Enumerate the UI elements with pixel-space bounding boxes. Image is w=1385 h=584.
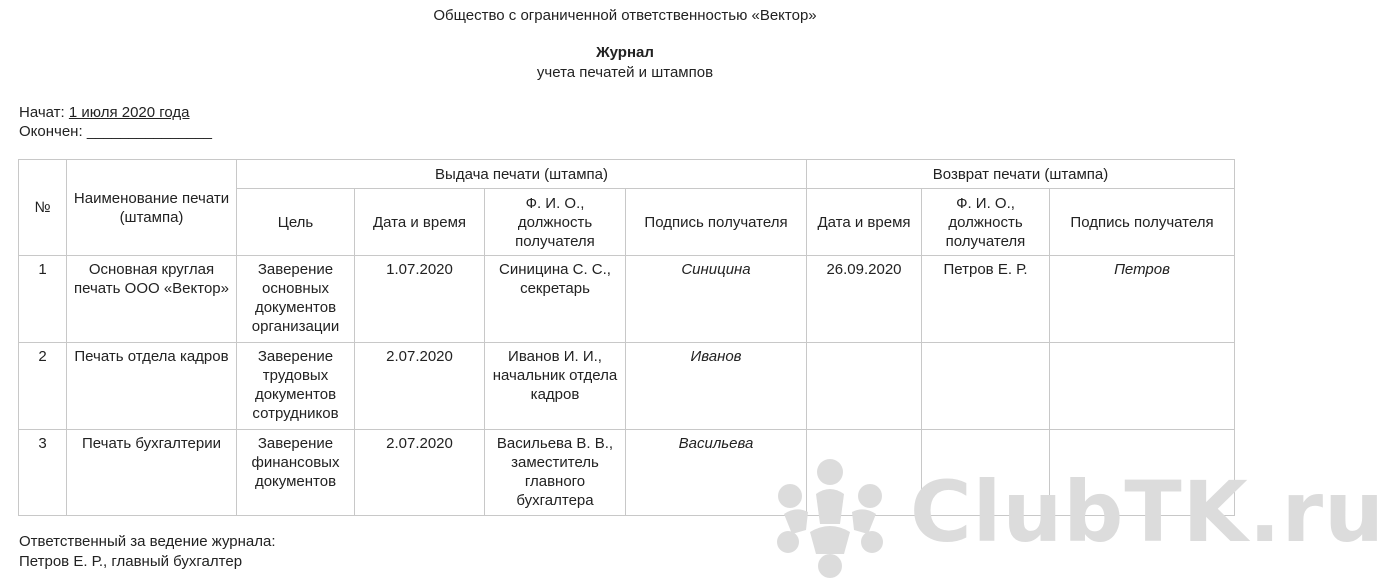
- issue-signature: Синицина: [626, 256, 807, 343]
- journal-table: [18, 159, 1235, 516]
- issue-signature: Васильева: [626, 430, 807, 516]
- col-header-issue-person: Ф. И. О., должность получателя: [485, 189, 626, 256]
- issue-date: 2.07.2020: [355, 430, 485, 516]
- return-date: [807, 343, 922, 430]
- issue-signature: Иванов: [626, 343, 807, 430]
- col-header-seal-name: Наименование печати (штампа): [67, 160, 237, 256]
- group-header-return: Возврат печати (штампа): [807, 160, 1235, 189]
- row-number: 1: [19, 256, 67, 343]
- col-header-issue-purpose: Цель: [237, 189, 355, 256]
- col-header-return-person: Ф. И. О., должность получателя: [922, 189, 1050, 256]
- ended-value: _______________: [86, 123, 212, 140]
- issue-person: Иванов И. И., начальник отдела кадров: [485, 343, 626, 430]
- return-signature: Петров: [1050, 256, 1235, 343]
- group-header-issue: Выдача печати (штампа): [237, 160, 807, 189]
- responsible-label: Ответственный за ведение журнала:: [19, 533, 276, 550]
- started-value: 1 июля 2020 года: [68, 104, 190, 121]
- row-number: 2: [19, 343, 67, 430]
- issue-person: Синицина С. С., секретарь: [485, 256, 626, 343]
- footer: [19, 532, 276, 572]
- col-header-issue-signature: Подпись получателя: [626, 189, 807, 256]
- table-row: [19, 343, 1235, 430]
- started-label: Начат:: [19, 104, 65, 121]
- issue-date: 1.07.2020: [355, 256, 485, 343]
- started-line: [19, 103, 190, 122]
- issue-date: 2.07.2020: [355, 343, 485, 430]
- ended-line: [19, 122, 212, 141]
- table-row: [19, 430, 1235, 516]
- col-header-return-datetime: Дата и время: [807, 189, 922, 256]
- return-person: Петров Е. Р.: [922, 256, 1050, 343]
- journal-title: Журнал: [596, 44, 654, 61]
- col-header-issue-datetime: Дата и время: [355, 189, 485, 256]
- seal-name: Печать отдела кадров: [67, 343, 237, 430]
- org-name: Общество с ограниченной ответственностью «Вектор»: [433, 7, 817, 24]
- table-row: [19, 256, 1235, 343]
- row-number: 3: [19, 430, 67, 516]
- responsible-person: Петров Е. Р., главный бухгалтер: [19, 553, 243, 570]
- return-person: [922, 343, 1050, 430]
- seal-name: Печать бухгалтерии: [67, 430, 237, 516]
- return-date: [807, 430, 922, 516]
- issue-purpose: Заверение основных документов организации: [237, 256, 355, 343]
- return-signature: [1050, 430, 1235, 516]
- return-signature: [1050, 343, 1235, 430]
- col-header-return-signature: Подпись получателя: [1050, 189, 1235, 256]
- ended-label: Окончен:: [19, 123, 83, 140]
- issue-purpose: Заверение финансовых документов: [237, 430, 355, 516]
- issue-person: Васильева В. В., заместитель главного бухгалтера: [485, 430, 626, 516]
- return-person: [922, 430, 1050, 516]
- seal-name: Основная круглая печать ООО «Вектор»: [67, 256, 237, 343]
- watermark-text: ClubTK.ru: [910, 463, 1385, 561]
- journal-subtitle: учета печатей и штампов: [536, 64, 714, 81]
- return-date: 26.09.2020: [807, 256, 922, 343]
- col-header-number: №: [19, 160, 67, 256]
- issue-purpose: Заверение трудовых документов сотрудников: [237, 343, 355, 430]
